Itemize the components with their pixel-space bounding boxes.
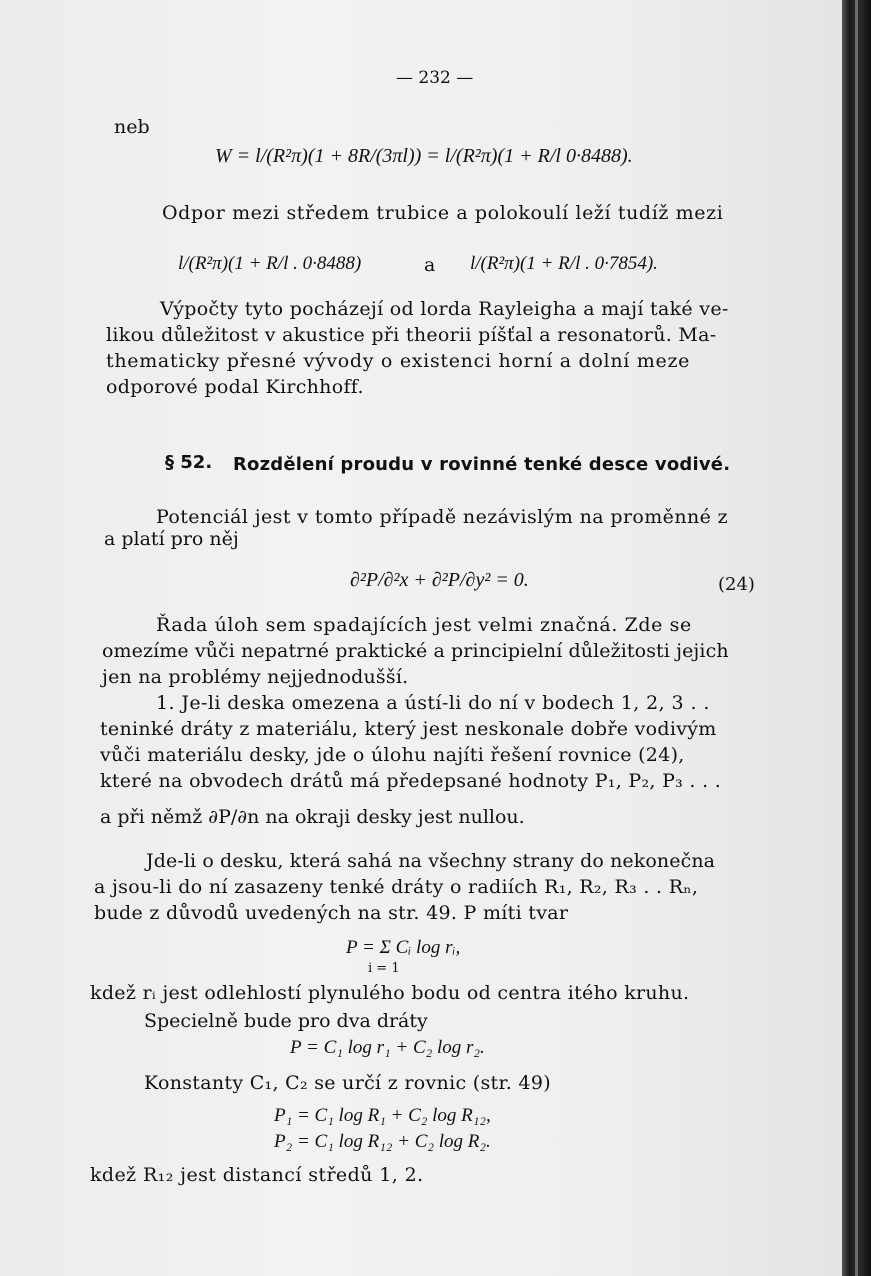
para2-line2: a platí pro něj <box>104 528 239 550</box>
equation-w-text: W = l/(R²π)(1 + 8R/(3πl)) = l/(R²π)(1 + R/l 0·8488). <box>215 145 633 167</box>
equation-sum-index: i = 1 <box>368 961 400 976</box>
para4-line3: vůči materiálu desky, jde o úlohu najíti řešení rovnice (24), <box>100 744 685 766</box>
para2-line1: Potenciál jest v tomto případě nezávislým na proměnné z <box>156 506 729 528</box>
para8: kdež R₁₂ jest distancí středů 1, 2. <box>90 1164 424 1186</box>
para5-line3: bude z důvodů uvedených na str. 49. P míti tvar <box>94 902 569 924</box>
equation-two-wires: P = C₁ log r₁ + C₂ log r₂. <box>290 1037 485 1058</box>
para4-line1: 1. Je-li deska omezena a ústí-li do ní v bodech 1, 2, 3 . . <box>156 692 710 714</box>
word-a: a <box>424 254 436 276</box>
para4-line2: teninké dráty z materiálu, který jest neskonale dobře vodivým <box>100 718 717 740</box>
para6-line1: kdež rᵢ jest odlehlostí plynulého bodu od centra itého kruhu. <box>90 982 690 1004</box>
para3-line3: jen na problémy nejjednodušší. <box>102 666 409 688</box>
equation-sum: P = Σ Cᵢ log rᵢ, <box>346 937 461 958</box>
para4-line4: které na obvodech drátů má předepsané hodnoty P₁, P₂, P₃ . . . <box>100 770 722 792</box>
equation-bound-upper: l/(R²π)(1 + R/l . 0·7854). <box>470 253 658 274</box>
para1-line1-text: Výpočty tyto pocházejí od lorda Rayleigha a mají také ve- <box>160 298 729 320</box>
para3-line2: omezíme vůči nepatrné praktické a principielní důležitosti jejich <box>102 640 729 662</box>
section-number: § 52. <box>165 452 213 473</box>
equation-bound-lower: l/(R²π)(1 + R/l . 0·8488) <box>178 253 362 274</box>
para1-line4: odporové podal Kirchhoff. <box>106 376 364 398</box>
section-title: Rozdělení proudu v rovinné tenké desce vodivé. <box>233 454 731 475</box>
equation-p2: P₂ = C₁ log R₁₂ + C₂ log R₂. <box>274 1131 491 1152</box>
para7: Konstanty C₁, C₂ se určí z rovnic (str. 49) <box>144 1072 551 1094</box>
para1-line1 <box>160 300 729 319</box>
para6-line2: Specielně bude pro dva dráty <box>144 1010 428 1032</box>
odpor-line: Odpor mezi středem trubice a polokoulí leží tudíž mezi <box>162 202 724 224</box>
para5-line1: Jde-li o desku, která sahá na všechny strany do nekonečna <box>146 850 716 872</box>
word-neb: neb <box>114 116 150 138</box>
equation-w <box>215 146 633 166</box>
para1-line3: thematicky přesné vývody o existenci horní a dolní meze <box>106 350 691 372</box>
equation-p1: P₁ = C₁ log R₁ + C₂ log R₁₂, <box>274 1105 491 1126</box>
para3-line1: Řada úloh sem spadajících jest velmi značná. Zde se <box>156 614 692 636</box>
page-number: — 232 — <box>396 68 474 88</box>
equation-24: ∂²P/∂²x + ∂²P/∂y² = 0. <box>350 569 529 591</box>
para5-line2: a jsou-li do ní zasazeny tenké dráty o radiích R₁, R₂, R₃ . . Rₙ, <box>94 876 699 898</box>
para1-line2: likou důležitost v akustice při theorii píšťal a resonatorů. Ma- <box>106 324 717 346</box>
para4-line5: a při němž ∂P/∂n na okraji desky jest nullou. <box>100 806 525 828</box>
equation-24-label: (24) <box>718 574 755 595</box>
spine-edge <box>855 0 858 1276</box>
